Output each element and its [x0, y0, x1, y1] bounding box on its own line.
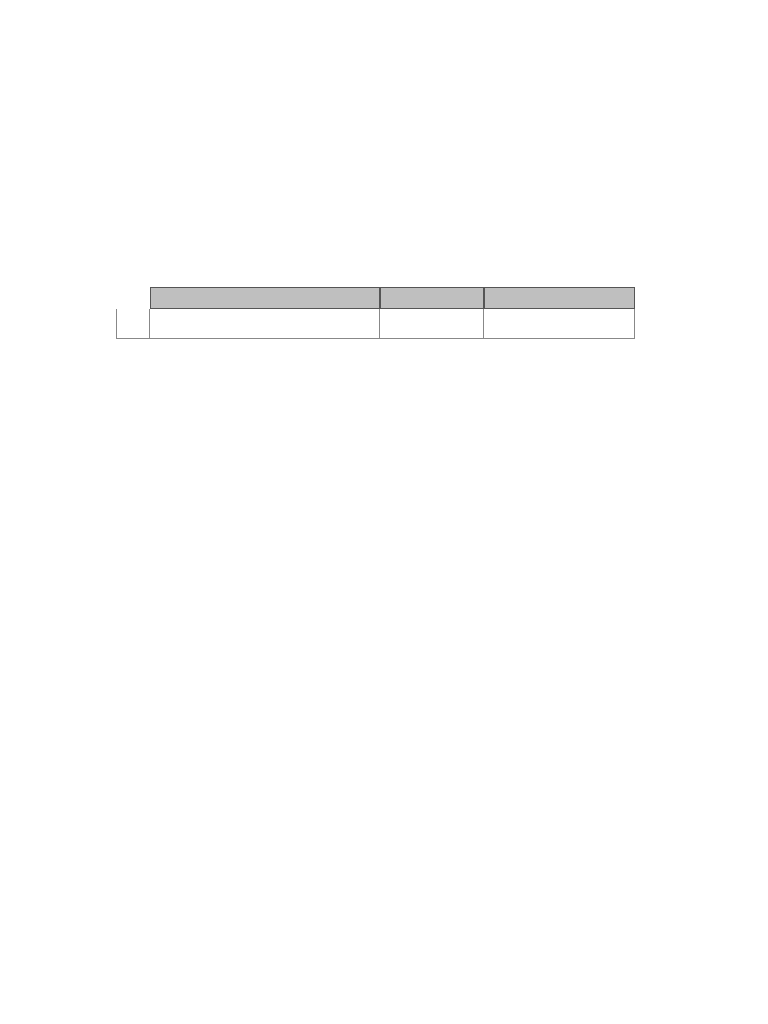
- header-intervalo: [380, 287, 484, 309]
- row-number: [116, 309, 150, 339]
- question-3: [110, 800, 665, 816]
- row-graph: [150, 309, 380, 339]
- header-grafica: [150, 287, 380, 309]
- row-interval: [380, 309, 484, 339]
- question-1: [110, 118, 665, 134]
- row-definition: [484, 309, 635, 339]
- intervals-table: [116, 287, 635, 785]
- header-def-matematica: [484, 287, 635, 309]
